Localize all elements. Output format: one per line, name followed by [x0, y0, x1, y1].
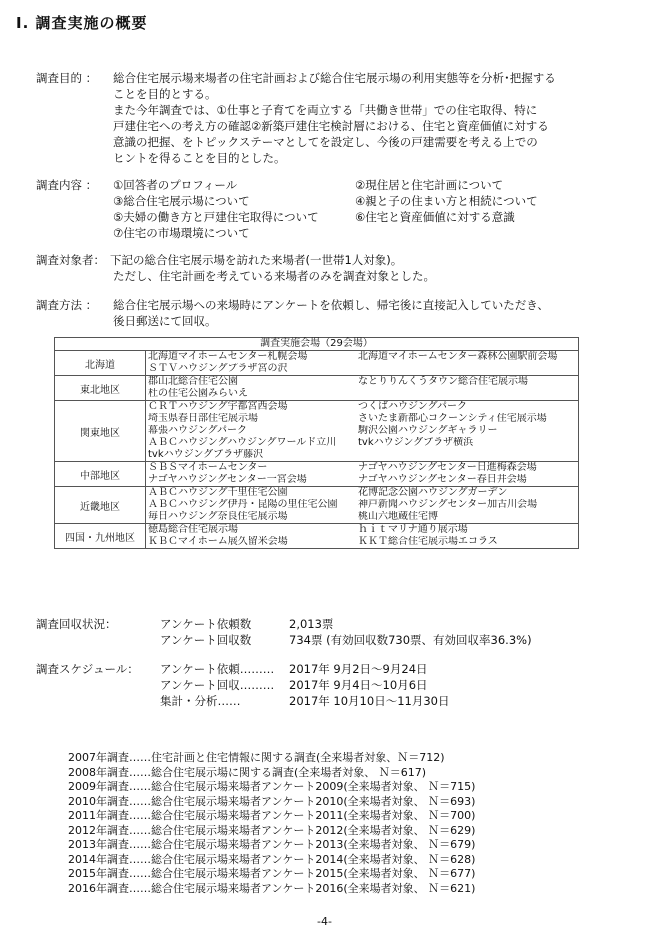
method-label: 調査方法 ： [36, 298, 98, 312]
schedule-name: アンケート依頼……… [160, 662, 275, 676]
purpose-line: また今年調査では、①仕事と子育てを両立する「共働き世帯」での住宅取得、特に [113, 103, 538, 117]
region-name: 中部地区 [55, 462, 146, 487]
target-line: 下記の総合住宅展示場を訪れた来場者(一世帯1人対象)。 [110, 253, 403, 267]
content-item: ④親と子の住まい方と相続について [355, 194, 538, 208]
venue-name: 郡山北総合住宅公園 [148, 376, 238, 387]
venue-list [356, 462, 579, 487]
recovery-name: アンケート依頼数 [160, 617, 252, 631]
schedule-label: 調査スケジュール： [36, 662, 139, 676]
recovery-value: 2,013票 [289, 617, 334, 631]
content-item: ⑦住宅の市場環境について [113, 226, 250, 240]
prior-survey-item: 2010年調査……総合住宅展示場来場者アンケート2010(全来場者対象、 Ｎ＝693) [68, 794, 476, 808]
venue-name: 桃山六地蔵住宅博 [358, 511, 438, 522]
content-item: ⑥住宅と資産価値に対する意識 [355, 210, 515, 224]
venue-name: ＳＴＶハウジングプラザ宮の沢 [148, 363, 288, 374]
venue-list [146, 487, 357, 524]
venue-list [356, 351, 579, 376]
venue-name: ＣＲＴハウジング宇都宮西会場 [148, 401, 288, 412]
venue-name: ＡＢＣハウジング千里住宅公園 [148, 487, 288, 498]
content-item: ③総合住宅展示場について [113, 194, 250, 208]
purpose-label: 調査目的 ： [36, 71, 98, 85]
region-name: 東北地区 [55, 376, 146, 401]
venue-name: 幕張ハウジングパーク [148, 425, 247, 436]
venue-name: ナゴヤハウジングセンター春日井会場 [358, 474, 527, 485]
venue-name: tvkハウジングプラザ横浜 [358, 437, 474, 448]
purpose-line: 意識の把握、をトピックステーマとしてを設定し、今後の戸建需要を考える上での [113, 135, 538, 149]
content-item: ①回答者のプロフィール [113, 178, 238, 192]
venue-name: ナゴヤハウジングセンター日進梅森会場 [358, 462, 537, 473]
venue-name: tvkハウジングプラザ藤沢 [148, 449, 264, 460]
recovery-label: 調査回収状況： [36, 617, 117, 631]
venue-list [146, 524, 357, 549]
venue-list [146, 351, 357, 376]
venue-name: 北海道マイホームセンター森林公園駅前会場 [358, 351, 558, 362]
purpose-line: ヒントを得ることを目的とした。 [113, 151, 286, 165]
schedule-value: 2017年 10月10日～11月30日 [289, 694, 450, 708]
venue-list [356, 524, 579, 549]
purpose-line: 戸建住宅への考え方の確認②新築戸建住宅検討層における、住宅と資産価値に対する [113, 119, 549, 133]
target-text [110, 252, 435, 284]
venue-name: ナゴヤハウジングセンター一宮会場 [148, 474, 307, 485]
method-line: 総合住宅展示場への来場時にアンケートを依頼し、帰宅後に直接記入していただき、 [113, 298, 549, 312]
venue-name: 徳島総合住宅展示場 [148, 524, 238, 535]
target-line: ただし、住宅計画を考えている来場者のみを調査対象とした。 [113, 269, 435, 283]
venue-name: 神戸新聞ハウジングセンター加古川会場 [358, 499, 538, 510]
prior-survey-item: 2011年調査……総合住宅展示場来場者アンケート2011(全来場者対象、 Ｎ＝700) [68, 809, 476, 822]
venue-list [146, 376, 357, 401]
prior-survey-item: 2009年調査……総合住宅展示場来場者アンケート2009(全来場者対象、 Ｎ＝715) [68, 780, 476, 793]
prior-survey-item: 2015年調査……総合住宅展示場来場者アンケート2015(全来場者対象、 Ｎ＝677) [68, 867, 476, 880]
venue-name: 駒沢公園ハウジングギャラリー [358, 425, 498, 436]
venue-row-kanto [55, 401, 579, 462]
venue-name: さいたま新都心コクーンシティ住宅展示場 [358, 413, 547, 424]
venue-row-hokkaido [55, 351, 579, 376]
venue-name: 毎日ハウジング奈良住宅展示場 [148, 511, 288, 522]
venue-list [146, 401, 357, 462]
schedule-value: 2017年 9月4日～10月6日 [289, 678, 428, 692]
region-name: 近畿地区 [55, 487, 146, 524]
purpose-line: ことを目的とする。 [113, 87, 217, 101]
recovery-name: アンケート回収数 [160, 633, 252, 647]
venue-row-tohoku [55, 376, 579, 401]
content-items-right [355, 177, 538, 225]
region-name: 北海道 [55, 351, 146, 376]
venues-table-header: 調査実施会場（29会場） [55, 338, 579, 351]
method-line: 後日郵送にて回収。 [113, 314, 217, 328]
prior-surveys-list [68, 751, 475, 896]
venue-list [146, 462, 357, 487]
content-item: ⑤夫婦の働き方と戸建住宅取得について [113, 210, 319, 224]
schedule-value: 2017年 9月2日～9月24日 [289, 662, 428, 676]
venue-list [356, 376, 579, 401]
prior-survey-item: 2016年調査……総合住宅展示場来場者アンケート2016(全来場者対象、 Ｎ＝621) [68, 881, 476, 895]
recovery-value: 734票 (有効回収数730票、有効回収率36.3%) [289, 633, 532, 647]
prior-survey-item: 2007年調査……住宅計画と住宅情報に関する調査(全来場者対象、Ｎ＝712) [68, 751, 445, 764]
venues-table [54, 337, 579, 549]
venue-name: ｈｉｔマリナ通り展示場 [358, 524, 468, 535]
region-name: 関東地区 [55, 401, 146, 462]
content-items-left [113, 177, 319, 241]
venue-list [356, 401, 579, 462]
method-text [113, 297, 549, 329]
venue-name: つくばハウジングパーク [358, 401, 467, 412]
section-title: Ⅰ. 調査実施の概要 [16, 14, 148, 32]
venue-name: ＫＢＣマイホーム展久留米会場 [148, 536, 288, 547]
target-label: 調査対象者： [36, 253, 105, 267]
prior-survey-item: 2013年調査……総合住宅展示場来場者アンケート2013(全来場者対象、 Ｎ＝679) [68, 838, 476, 851]
venue-name: 北海道マイホームセンター札幌会場 [148, 351, 308, 362]
venue-name: 杜の住宅公園みらいえ [148, 388, 248, 399]
venue-row-kinki [55, 487, 579, 524]
venue-name: ＫＫＴ総合住宅展示場エコラス [358, 536, 498, 547]
venue-name: 花博記念公園ハウジングガーデン [358, 487, 508, 498]
venue-name: ＡＢＣハウジングハウジングワールド立川 [148, 437, 337, 448]
prior-survey-item: 2012年調査……総合住宅展示場来場者アンケート2012(全来場者対象、 Ｎ＝629) [68, 823, 476, 837]
venue-name: ＳＢＳマイホームセンター [148, 462, 268, 473]
prior-survey-item: 2014年調査……総合住宅展示場来場者アンケート2014(全来場者対象、 Ｎ＝628) [68, 852, 476, 866]
content-label: 調査内容 ： [36, 178, 98, 192]
region-name: 四国・九州地区 [55, 524, 146, 549]
prior-survey-item: 2008年調査……総合住宅展示場に関する調査(全来場者対象、 Ｎ＝617) [68, 765, 427, 779]
venue-row-shikoku-kyushu [55, 524, 579, 549]
venue-list [356, 487, 579, 524]
venue-name: ＡＢＣハウジング伊丹・昆陽の里住宅公園 [148, 499, 338, 510]
venue-row-chubu [55, 462, 579, 487]
venue-name: 埼玉県春日部住宅展示場 [148, 413, 258, 424]
venue-name: なとりりんくうタウン総合住宅展示場 [358, 376, 528, 387]
page-number: -4- [317, 915, 332, 928]
schedule-name: 集計・分析…… [160, 694, 241, 708]
purpose-text [113, 70, 556, 166]
purpose-line: 総合住宅展示場来場者の住宅計画および総合住宅展示場の利用実態等を分析･把握する [113, 71, 556, 85]
content-item: ②現住居と住宅計画について [355, 178, 504, 192]
schedule-name: アンケート回収……… [160, 678, 275, 692]
